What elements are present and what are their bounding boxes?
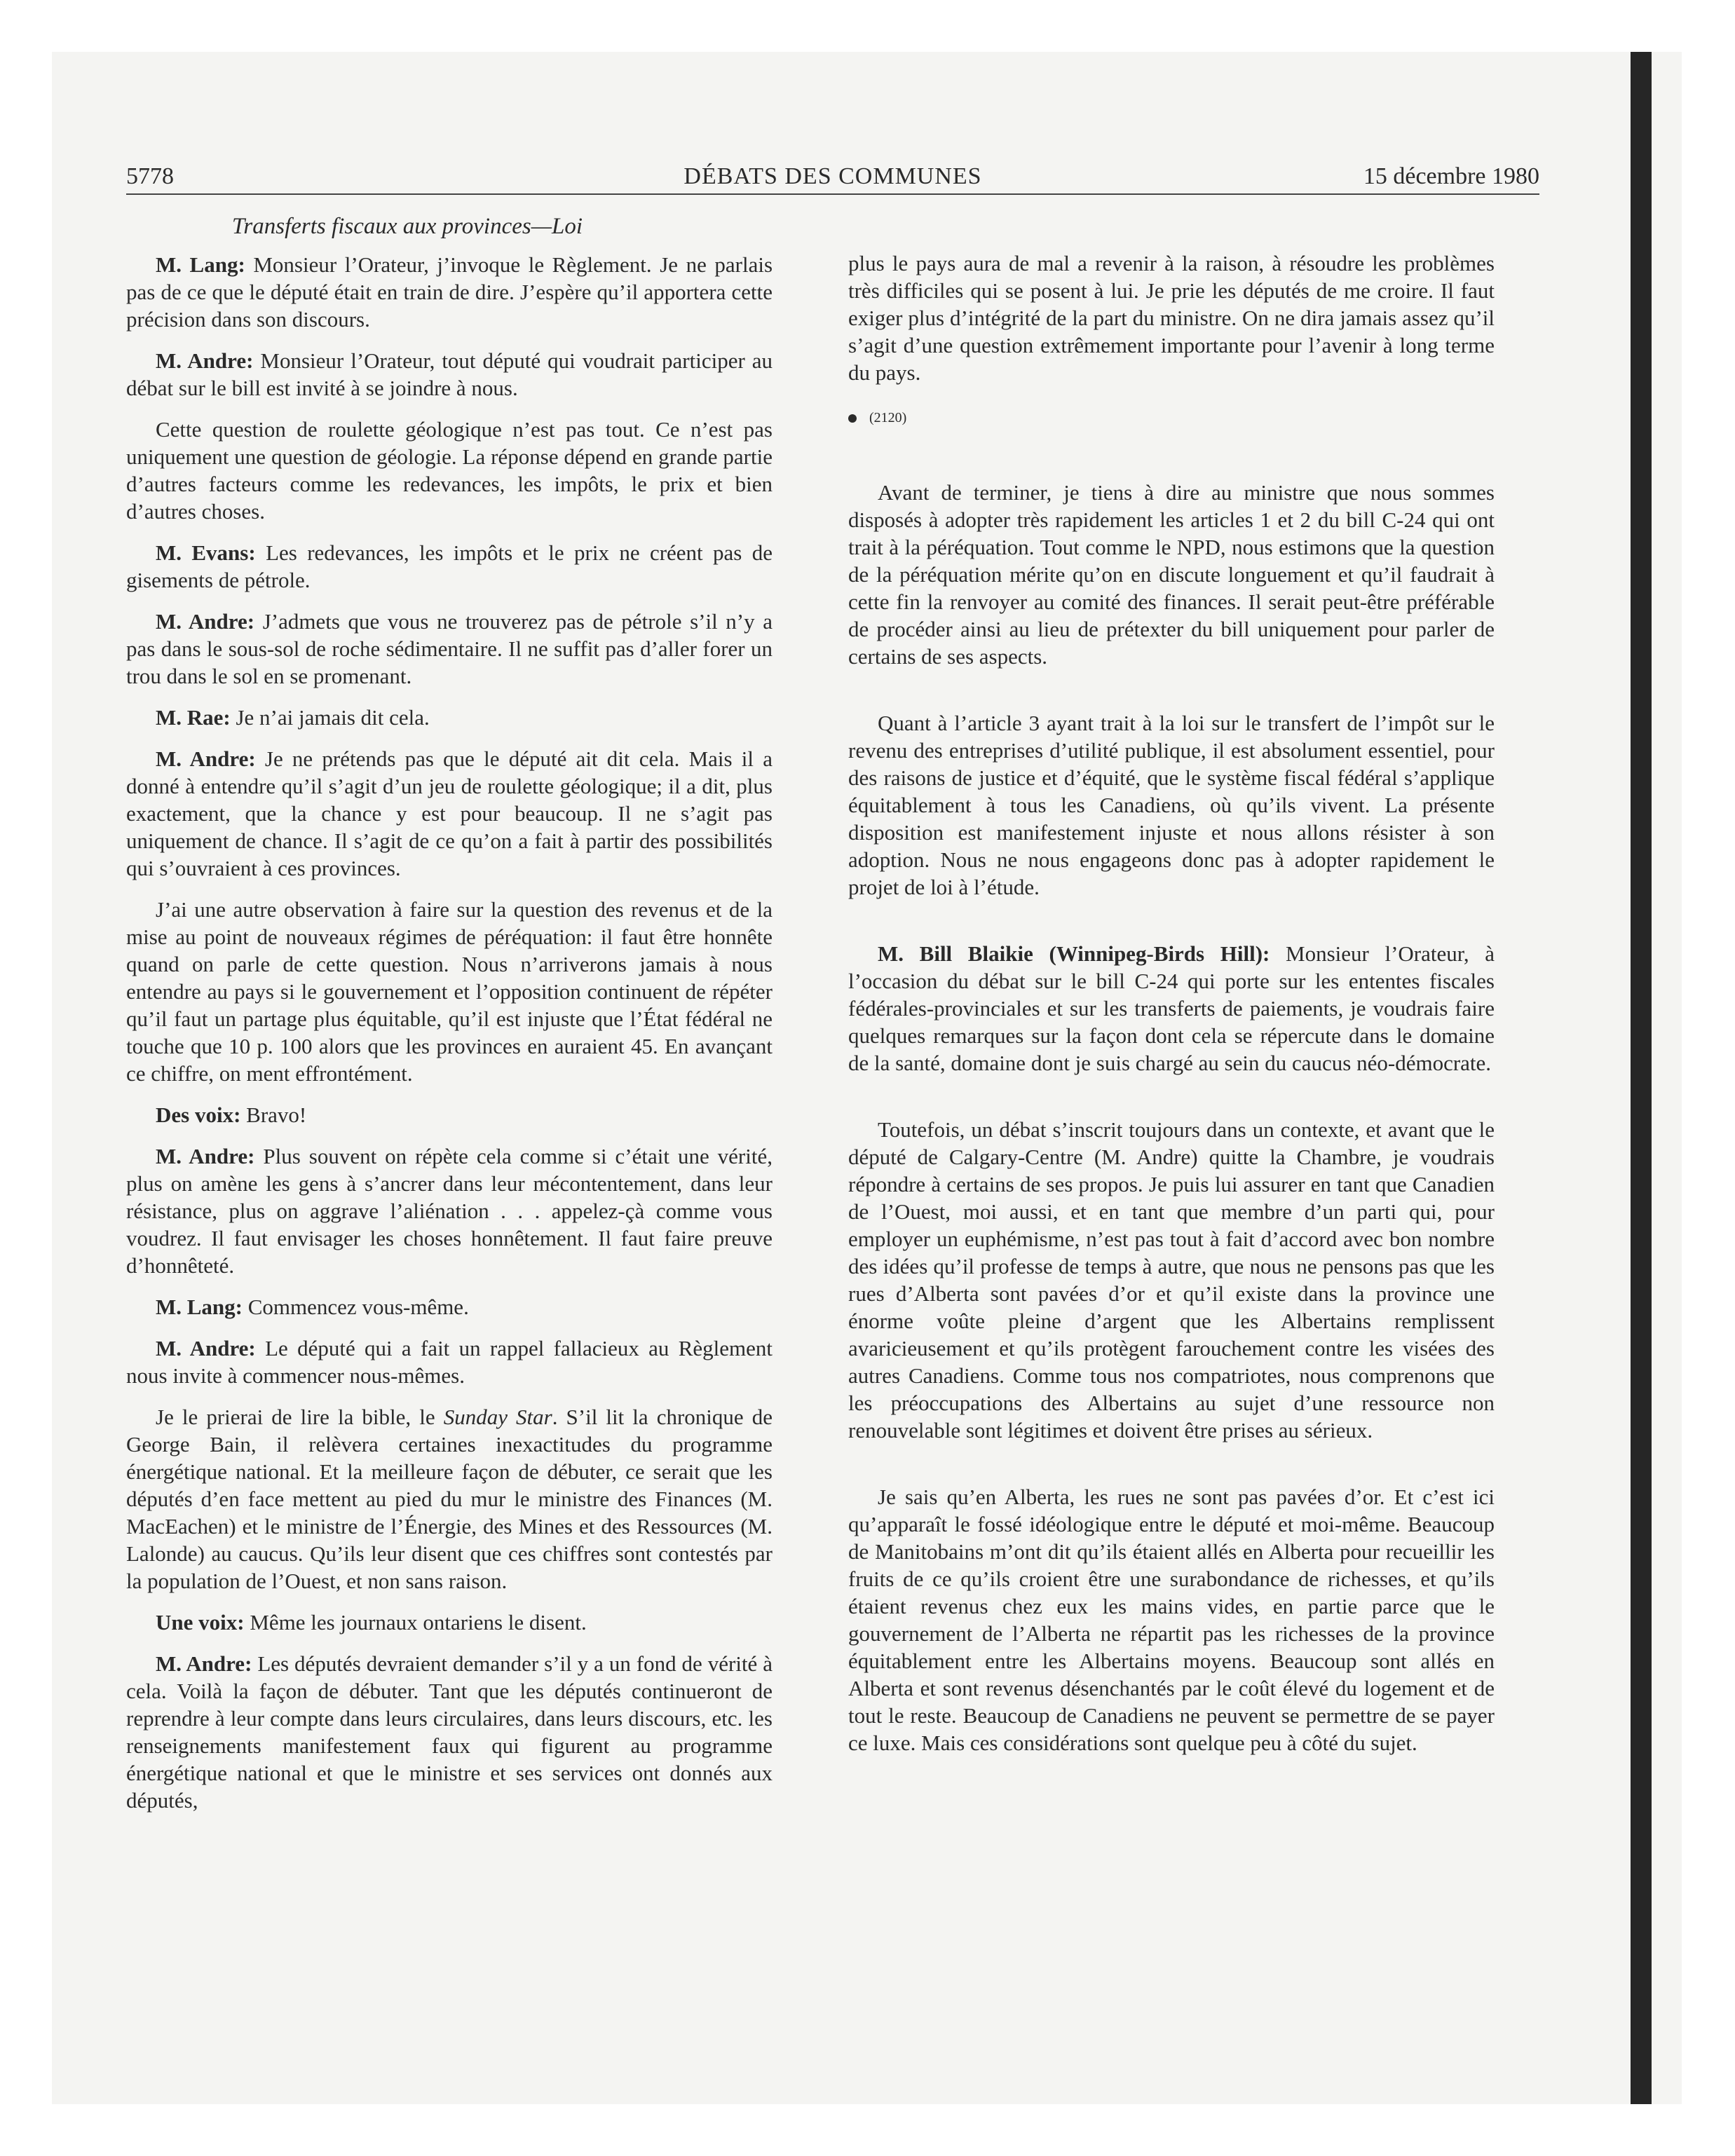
speaker-name: M. Evans: bbox=[156, 540, 256, 565]
continued-paragraph: plus le pays aura de mal a revenir à la raison, à résoudre les problèmes très difficiles qui se posent à lui. Je prie les députés de me croire. Il faut exiger plus d’intégrité de la part du ministre. On ne dira jamais assez qu’il s’agit d’une question extrêmement importante pour l’avenir à long terme du pays. bbox=[848, 251, 1495, 385]
paragraph-gap bbox=[848, 684, 1495, 709]
speaker-name: M. Andre: bbox=[156, 609, 255, 634]
speech-paragraph: M. Rae: Je n’ai jamais dit cela. bbox=[156, 705, 430, 730]
speaker-name: Une voix: bbox=[156, 1610, 245, 1635]
speaker-name: Des voix: bbox=[156, 1103, 241, 1127]
speaker-name: M. Rae: bbox=[156, 705, 231, 730]
speech-paragraph: M. Lang: Commencez vous-même. bbox=[156, 1295, 469, 1319]
speaker-name: M. Bill Blaikie (Winnipeg-Birds Hill): bbox=[878, 941, 1270, 966]
speaker-name: M. Andre: bbox=[156, 1651, 252, 1676]
right-paragraphs bbox=[848, 479, 1495, 1756]
speech-paragraph: M. Bill Blaikie (Winnipeg-Birds Hill): Monsieur l’Orateur, à l’occasion du débat sur le bill C-24 qui porte sur les ententes fiscales fédérales-provinciales et sur les transferts de paiements, je voudrais faire quelques remarques sur la façon dont cela se répercute dans le domaine de la santé, domaine dont je suis chargé au sein du caucus néo-démocrate. bbox=[848, 941, 1495, 1075]
page-header bbox=[126, 161, 1539, 192]
section-title: Transferts fiscaux aux provinces—Loi bbox=[231, 214, 583, 239]
speech-paragraph: Je sais qu’en Alberta, les rues ne sont pas pavées d’or. Et c’est ici qu’apparaît le fossé idéologique entre le député et moi-même. Beaucoup de Manitobains m’ont dit qu’ils étaient allés en Alberta pour recueillir les fruits de ce qu’ils croient être une surabondance de richesses, et qu’ils étaient revenus chez eux les mains vides, en partie parce que le gouvernement de l’Alberta ne répartit pas les richesses de la province équitablement entre les Albertains moyens. Beaucoup sont allés en Alberta et sont revenus désenchantés par le coût élevé du logement et de tout le reste. Beaucoup de Canadiens ne peuvent se permettre de se payer ce luxe. Mais ces considérations sont quelque peu à côté du sujet. bbox=[848, 1485, 1495, 1755]
speech-paragraph: Toutefois, un débat s’inscrit toujours dans un contexte, et avant que le député de Calgary-Centre (M. Andre) quitte la Chambre, je voudrais répondre à certains de ses propos. Je puis lui assurer en tant que Canadien de l’Ouest, moi aussi, et en tant que membre d’un parti qui, pour employer un euphémisme, n’est pas tout à fait d’accord avec bon nombre des idées qu’il professe de temps à autre, que nous ne pensons pas que les rues d’Alberta sont pavées d’or et qu’il existe dans la province une énorme voûte pleine d’argent que les Albertains remplissent avaricieusement et qu’ils protègent farouchement contre les visées des autres Canadiens. Comme tous nos compatriotes, nous comprenons que les préoccupations des Albertains au sujet d’une ressource non renouvelable sont légitimes et doivent être prises au sérieux. bbox=[848, 1117, 1495, 1442]
paragraph-gap bbox=[848, 1458, 1495, 1483]
page-number: 5778 bbox=[126, 163, 174, 189]
speech-paragraph: J’ai une autre observation à faire sur la question des revenus et de la mise au point de nouveaux régimes de péréquation: il faut être honnête quand on parle de cette question. Nous n’arriverons jamais à nous entendre au pays si le gouvernement et l’opposition continuent de répéter qu’il faut un partage plus équitable, qu’il est injuste que l’État fédéral ne touche que 10 p. 100 alors que les provinces en auraient 45. En avançant ce chiffre, on ment effrontément. bbox=[126, 897, 773, 1086]
paragraph-gap bbox=[848, 1091, 1495, 1116]
scan-edge-bar bbox=[1631, 52, 1652, 2104]
italic-title: Sunday Star bbox=[443, 1405, 552, 1429]
speech-paragraph: M. Andre: Je ne prétends pas que le député ait dit cela. Mais il a donné à entendre qu’il s’agit d’un jeu de roulette géologique; il a dit, plus exactement, que la chance y est pour beaucoup. Il ne s’agit pas uniquement de chance. Il s’agit de ce qu’on a fait à partir des possibilités qui s’ouvraient à ces provinces. bbox=[126, 746, 773, 880]
right-column bbox=[848, 250, 1495, 1770]
publication-title: DÉBATS DES COMMUNES bbox=[683, 163, 982, 189]
speech-paragraph: M. Andre: Plus souvent on répète cela comme si c’était une vérité, plus on amène les gens à s’ancrer dans leur mécontentement, dans leur résistance, plus on aggrave l’aliénation . . . appelez-çà comme vous voudrez. Il faut envisager les choses honnêtement. Il faut faire preuve d’honnêteté. bbox=[126, 1144, 773, 1278]
speech-paragraph: M. Andre: Le député qui a fait un rappel fallacieux au Règlement nous invite à commencer nous-mêmes. bbox=[126, 1336, 773, 1388]
left-column bbox=[126, 210, 773, 1828]
speech-paragraph: M. Evans: Les redevances, les impôts et le prix ne créent pas de gisements de pétrole. bbox=[126, 540, 773, 592]
speech-paragraph: Une voix: Même les journaux ontariens le disent. bbox=[156, 1610, 587, 1635]
speech-paragraph: Cette question de roulette géologique n’est pas tout. Ce n’est pas uniquement une question de géologie. La réponse dépend en grande partie d’autres facteurs comme les redevances, les impôts, le prix et bien d’autres choses. bbox=[126, 417, 773, 524]
speaker-name: M. Andre: bbox=[156, 746, 256, 771]
speech-paragraph: Avant de terminer, je tiens à dire au ministre que nous sommes disposés à adopter très rapidement les articles 1 et 2 du bill C-24 qui ont trait à la péréquation. Tout comme le NPD, nous estimons que la question de la péréquation mérite qu’on en discute longuement et qu’il faudrait à cette fin la renvoyer au comité des finances. Il serait peut-être préférable de procéder ainsi au lieu de prétexter du bill uniquement pour parler de certains de ses aspects. bbox=[848, 480, 1495, 669]
time-marker bbox=[848, 407, 1495, 428]
time-marker-label: (2120) bbox=[869, 410, 907, 425]
speech-paragraph: Des voix: Bravo! bbox=[156, 1103, 307, 1127]
left-paragraphs bbox=[126, 251, 773, 1814]
speech-paragraph: M. Lang: Monsieur l’Orateur, j’invoque le Règlement. Je ne parlais pas de ce que le député était en train de dire. J’espère qu’il apportera cette précision dans son discours. bbox=[126, 252, 773, 332]
header-date: 15 décembre 1980 bbox=[1363, 163, 1539, 189]
speaker-name: M. Andre: bbox=[156, 348, 254, 373]
bullet-icon bbox=[848, 414, 857, 423]
speech-paragraph: Quant à l’article 3 ayant trait à la loi sur le transfert de l’impôt sur le revenu des entreprises d’utilité publique, il est absolument essentiel, pour des raisons de justice et d’équité, que le système fiscal fédéral s’applique équitablement à tous les Canadiens, où qu’ils vivent. La présente disposition est manifestement injuste et nous allons résister à son adoption. Nous ne nous engageons donc pas à adopter rapidement le projet de loi à l’étude. bbox=[848, 711, 1495, 899]
speaker-name: M. Lang: bbox=[156, 1295, 243, 1319]
speech-paragraph: M. Andre: Monsieur l’Orateur, tout député qui voudrait participer au débat sur le bill est invité à se joindre à nous. bbox=[126, 348, 773, 400]
speaker-name: M. Andre: bbox=[156, 1336, 256, 1360]
header-rule bbox=[126, 193, 1539, 195]
speech-paragraph: M. Andre: Les députés devraient demander s’il y a un fond de vérité à cela. Voilà la façon de débuter. Tant que les députés continueront de reprendre à leur compte dans leurs circulaires, dans leurs discours, etc. les renseignements manifestement faux qui figurent au programme énergétique national et que le ministre et ses services ont donnés aux députés, bbox=[126, 1651, 773, 1813]
speaker-name: M. Lang: bbox=[156, 252, 245, 277]
paragraph-gap bbox=[848, 915, 1495, 940]
speaker-name: M. Andre: bbox=[156, 1144, 255, 1168]
speech-paragraph: M. Andre: J’admets que vous ne trouverez pas de pétrole s’il n’y a pas dans le sous-sol de roche sédimentaire. Il ne suffit pas d’aller forer un trou dans le sol en se promenant. bbox=[126, 609, 773, 688]
speech-paragraph: Je le prierai de lire la bible, le Sunday Star. S’il lit la chronique de George Bain, il relèvera certaines inexactitudes du programme énergétique national. Et la meilleure façon de débuter, ce serait que les députés d’en face mettent au pied du mur le ministre des Finances (M. MacEachen) et le ministre de l’Énergie, des Mines et des Ressources (M. Lalonde) au caucus. Qu’ils leur disent que ces chiffres sont contestés par la population de l’Ouest, et non sans raison. bbox=[126, 1405, 773, 1593]
